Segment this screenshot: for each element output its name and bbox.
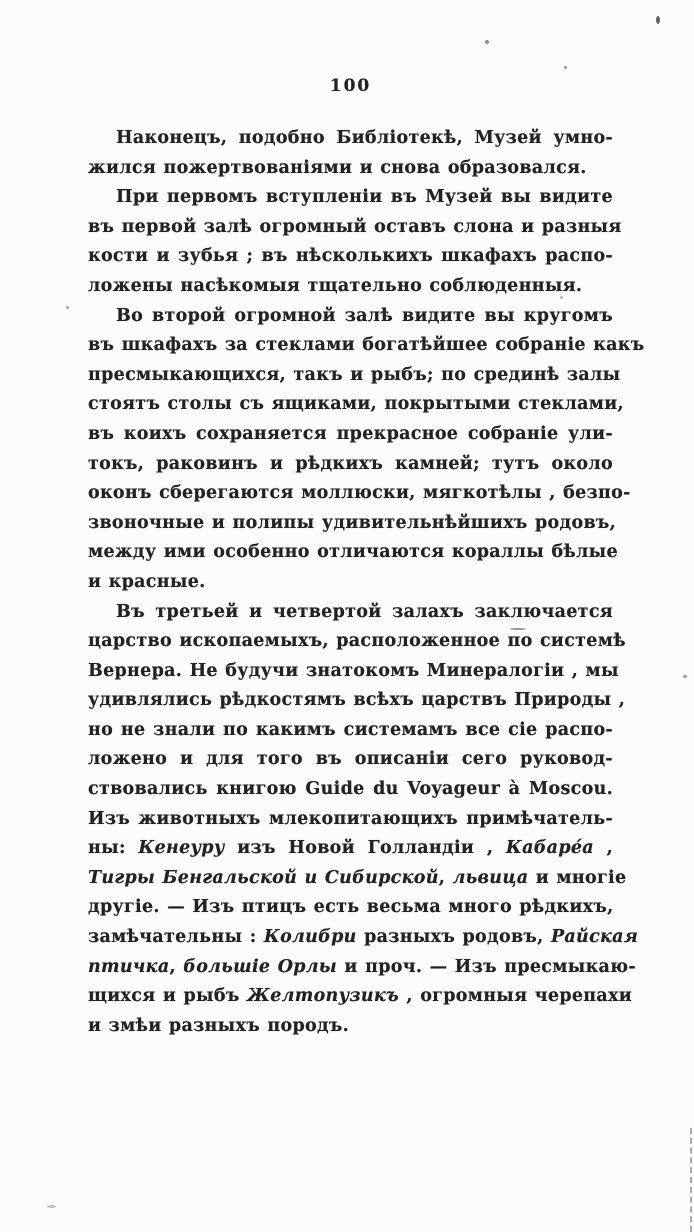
italic-text-run: Тигры Бенгальской и Сибирской [88,867,439,888]
text-run: При первомъ вступленіи въ Музей вы видите [116,187,613,208]
text-run: Въ третьей и четвертой залахъ заключается [116,601,613,622]
text-run: изъ Новой Голландіи , [224,838,506,859]
italic-text-run: птичка [88,956,170,977]
text-line [88,805,613,835]
text-run: Во второй огромной залѣ видите вы кругомъ [116,305,613,326]
text-run: , [593,838,613,859]
text-line [88,242,613,272]
scan-speck [510,628,526,630]
text-run: токъ, раковинъ и рѣдкихъ камней; тутъ около [88,453,613,474]
text-line [88,568,613,598]
scan-speck [683,675,687,678]
text-run: , [169,956,184,977]
text-run: разныхъ родовъ, [356,927,551,948]
text-run: царство ископаемыхъ, расположенное по системѣ [88,631,626,652]
text-run: въ первой залѣ огромный оставъ слона и разныя [88,216,622,237]
text-line [88,923,639,953]
text-line [88,953,636,983]
italic-text-run: Кабаре́а [505,838,594,859]
scan-speck [656,16,660,24]
page-number: 100 [329,76,372,96]
text-line [88,154,613,184]
text-line [88,893,613,923]
text-line [88,479,631,509]
text-run: другіе. — Изъ птицъ есть весьма много рѣдкихъ, [88,897,614,918]
text-line [88,450,613,480]
text-line [88,1012,613,1042]
text-line [88,420,613,450]
scan-speck [47,1205,56,1208]
text-line [88,657,619,687]
text-line [88,272,613,302]
scan-speck [485,40,489,44]
italic-text-run: Желтопузикъ [246,986,400,1007]
text-line [88,331,645,361]
text-line [88,982,633,1012]
text-line [88,509,617,539]
text-line [88,390,624,420]
text-run: ложены насѣкомыя тщательно соблюденныя. [88,275,583,296]
text-run: , [438,867,453,888]
text-line [88,686,626,716]
italic-text-run: большіе Орлы [183,956,338,977]
text-run: пресмыкающихся, такъ и рыбъ; по срединѣ залы [88,364,621,385]
text-run: Вернера. Не будучи знатокомъ Минералогіи , мы [88,660,619,681]
text-run: но не знали по какимъ системамъ все сіе распо- [88,719,613,740]
text-run: и многіе [528,867,627,888]
text-block [88,124,645,1041]
text-run: въ шкафахъ за стеклами богатѣйшее собраніе какъ [88,335,645,356]
text-run: ствовались книгою [88,779,306,800]
text-line [88,716,613,746]
scan-speck [560,296,563,299]
text-line [88,183,613,213]
text-line [88,627,626,657]
text-run: ложено и для того въ описаніи сего руковод- [88,749,613,770]
text-run: между ими особенно отличаются кораллы бѣлые [88,542,618,563]
text-line [88,864,627,894]
text-run: Guide du Voyageur à Moscou. [305,779,613,800]
text-run: въ коихъ сохраняется прекрасное собраніе ули- [88,423,613,444]
text-line [88,745,613,775]
text-run: , огромныя черепахи [399,986,633,1007]
text-line [88,213,622,243]
text-run: жился пожертвованіями и снова образовался. [88,157,587,178]
text-run: и проч. — Изъ пресмыкаю- [337,956,636,977]
text-line [88,361,621,391]
text-line [88,302,613,332]
text-line [88,834,613,864]
text-line [88,598,613,628]
text-line [88,124,613,154]
italic-text-run: Райская [550,927,639,948]
italic-text-run: львица [452,867,529,888]
text-run: Наконецъ, подобно Библіотекѣ, Музей умно- [116,128,613,148]
text-run: стоятъ столы съ ящиками, покрытыми стеклами, [88,394,624,415]
scan-speck [564,66,567,69]
text-run: удивлялись рѣдкостямъ всѣхъ царствъ Природы , [88,690,626,711]
text-run: Изъ животныхъ млекопитающихъ примѣчатель- [88,808,613,829]
scan-speck [66,306,69,309]
text-run: и змѣи разныхъ породъ. [88,1015,350,1036]
text-run: ны: [88,838,139,859]
text-run: звоночные и полипы удивительнѣйшихъ родовъ, [88,512,617,533]
text-run: щихся и рыбъ [88,986,247,1007]
text-run: кости и зубья ; въ нѣсколькихъ шкафахъ распо- [88,246,613,267]
text-line [88,775,613,805]
text-run: замѣчательны : [88,927,264,948]
text-run: и красные. [88,571,206,592]
italic-text-run: Кенеуру [138,838,225,859]
scan-edge-line [690,1128,692,1232]
italic-text-run: Колибри [263,927,357,948]
text-run: оконъ сберегаются моллюски, мягкотѣлы , безпо- [88,483,631,504]
text-line [88,538,618,568]
